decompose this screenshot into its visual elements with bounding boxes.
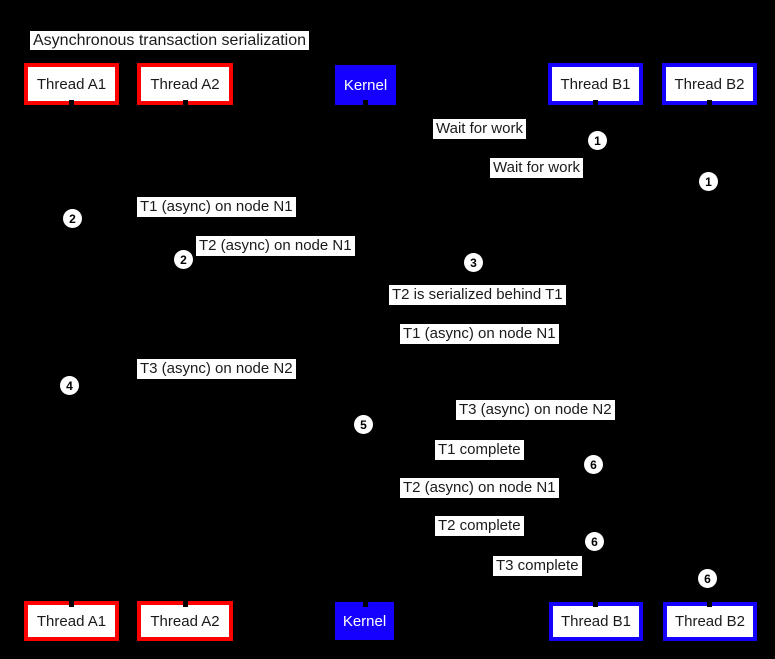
step-marker-2: 2 (63, 209, 82, 228)
actor-label: Thread A2 (150, 75, 220, 93)
message-t2-serialized-behind-t1: T2 is serialized behind T1 (389, 285, 566, 305)
step-marker-1b: 1 (699, 172, 718, 191)
actor-thread-a2-top (137, 63, 233, 105)
actor-label: Thread B1 (560, 75, 631, 93)
actor-thread-b1-bottom (549, 602, 643, 641)
actor-thread-b2-bottom (663, 602, 757, 641)
actor-thread-a1-top (24, 63, 119, 105)
actor-label: Thread B2 (674, 75, 745, 93)
step-marker-2b: 2 (174, 250, 193, 269)
step-marker-6b: 6 (585, 532, 604, 551)
step-marker-3: 3 (464, 253, 483, 272)
message-t3-async-node-n2: T3 (async) on node N2 (137, 359, 296, 379)
actor-thread-b1-top (548, 63, 643, 105)
actor-label: Thread B1 (560, 613, 632, 630)
message-t1-complete: T1 complete (435, 440, 524, 460)
lifeline-thread-b1 (593, 100, 598, 607)
step-marker-5: 5 (354, 415, 373, 434)
actor-label: Kernel (342, 612, 387, 630)
message-t3-async-node-n2-b1: T3 (async) on node N2 (456, 400, 615, 420)
message-t1-async-node-n1: T1 (async) on node N1 (137, 197, 296, 217)
actor-thread-a1-bottom (24, 601, 119, 641)
actor-label: Thread A1 (36, 75, 107, 93)
message-wait-for-work-b2: Wait for work (490, 158, 583, 178)
actor-thread-b2-top (662, 63, 757, 105)
actor-label: Kernel (343, 76, 388, 94)
message-t2-complete: T2 complete (435, 516, 524, 536)
message-t2-async-node-n1: T2 (async) on node N1 (196, 236, 355, 256)
diagram-title: Asynchronous transaction serialization (30, 31, 309, 50)
message-t3-complete: T3 complete (493, 556, 582, 576)
actor-label: Thread A2 (150, 612, 220, 630)
step-marker-6: 6 (584, 455, 603, 474)
actor-label: Thread A1 (36, 612, 107, 630)
step-marker-6c: 6 (698, 569, 717, 588)
lifeline-kernel (363, 100, 368, 607)
message-t1-async-node-n1-kernel: T1 (async) on node N1 (400, 324, 559, 344)
lifeline-thread-a2 (183, 100, 188, 607)
actor-kernel-bottom (335, 602, 394, 640)
step-marker-4: 4 (60, 376, 79, 395)
actor-kernel-top (335, 65, 396, 105)
lifeline-thread-a1 (69, 100, 74, 607)
actor-label: Thread B2 (674, 613, 746, 630)
message-wait-for-work-b1: Wait for work (433, 119, 526, 139)
step-marker-1: 1 (588, 131, 607, 150)
message-t2-async-node-n1-b1: T2 (async) on node N1 (400, 478, 559, 498)
actor-thread-a2-bottom (137, 601, 233, 641)
